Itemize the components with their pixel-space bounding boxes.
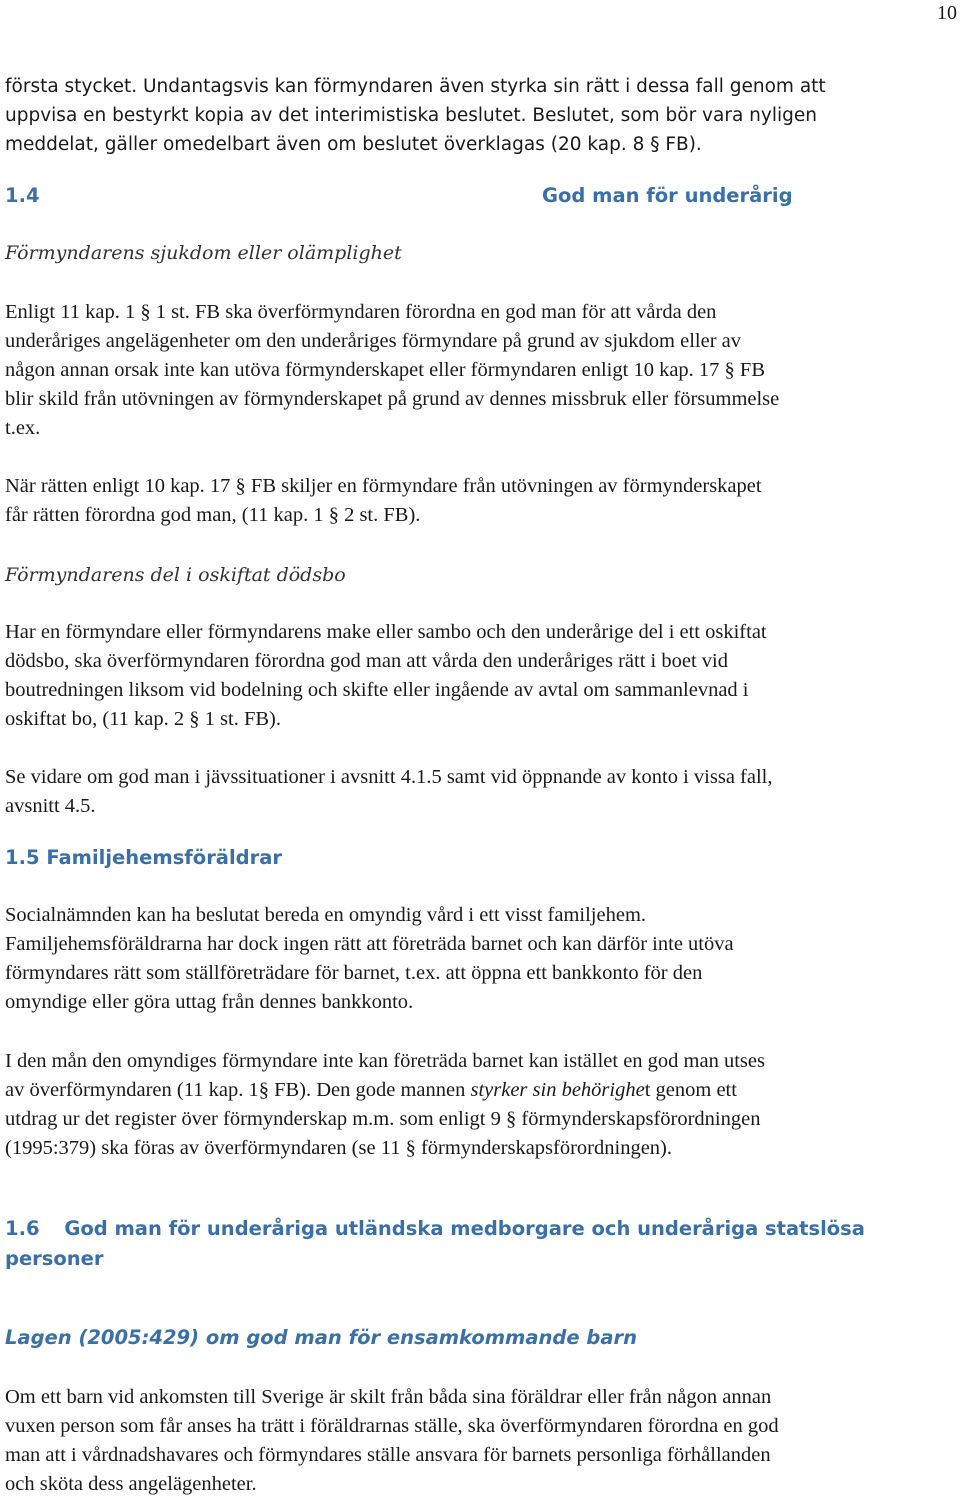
text-line: När rätten enligt 10 kap. 17 § FB skiljer en förmyndare från utövningen av förmynderskapet — [5, 475, 762, 497]
text-line: Har en förmyndare eller förmyndarens make eller sambo och den underårige del i ett oskiftat — [5, 621, 767, 643]
section-heading-1-6 — [5, 1214, 865, 1244]
text-line: omyndige eller göra uttag från dennes bankkonto. — [5, 991, 414, 1013]
page-number: 10 — [937, 2, 957, 24]
text-line: (1995:379) ska föras av överförmyndaren (se 11 § förmynderskapsförordningen). — [5, 1137, 673, 1159]
section-heading-1-5 — [5, 843, 282, 873]
text-line: man att i vårdnadshavares och förmyndares ställe ansvara för barnets personliga förhållanden — [5, 1444, 771, 1466]
text-line: t.ex. — [5, 417, 41, 439]
text-line: Om ett barn vid ankomsten till Sverige är skilt från båda sina föräldrar eller från någon annan — [5, 1386, 772, 1408]
text-segment: t genom ett — [644, 1079, 737, 1101]
section-heading-1-4 — [5, 181, 793, 211]
text-line: I den mån den omyndiges förmyndare inte kan företräda barnet kan istället en god man utses — [5, 1050, 765, 1072]
text-line: förmyndares rätt som ställföreträdare för barnet, t.ex. att öppna ett bankkonto för den — [5, 962, 703, 984]
text-line: Familjehemsföräldrarna har dock ingen rätt att företräda barnet och kan därför inte utöva — [5, 933, 734, 955]
text-line: utdrag ur det register över förmynderskap m.m. som enligt 9 § förmynderskapsförordningen — [5, 1108, 761, 1130]
text-line: dödsbo, ska överförmyndaren förordna god man att vårda den underåriges rätt i boet vid — [5, 650, 728, 672]
text-line: och sköta dess angelägenheter. — [5, 1473, 257, 1495]
section-title: Familjehemsföräldrar — [46, 846, 283, 869]
text-line: första stycket. Undantagsvis kan förmyndaren även styrka sin rätt i dessa fall genom att — [5, 76, 826, 97]
text-line: blir skild från utövningen av förmynderskapet på grund av dennes missbruk eller försummelse — [5, 388, 780, 410]
text-line: avsnitt 4.5. — [5, 795, 96, 817]
subheading-estate: Förmyndarens del i oskiftat dödsbo — [5, 564, 346, 586]
text-line: underåriges angelägenheter om den underåriges förmyndare på grund av sjukdom eller av — [5, 330, 742, 352]
text-segment: av överförmyndaren (11 kap. 1§ FB). Den gode mannen — [5, 1079, 471, 1101]
text-line: oskiftat bo, (11 kap. 2 § 1 st. FB). — [5, 708, 281, 730]
text-line: Enligt 11 kap. 1 § 1 st. FB ska överförmyndaren förordna en god man för att vårda den — [5, 301, 717, 323]
text-line: uppvisa en bestyrkt kopia av det interimistiska beslutet. Beslutet, som bör vara nyligen — [5, 105, 817, 126]
section-title: God man för underåriga utländska medborgare och underåriga statslösa — [64, 1217, 865, 1240]
text-line: Se vidare om god man i jävssituationer i avsnitt 4.1.5 samt vid öppnande av konto i vissa fall, — [5, 766, 773, 788]
section-number: 1.4 — [5, 184, 40, 207]
text-line: någon annan orsak inte kan utöva förmynderskapet eller förmyndaren enligt 10 kap. 17 § FB — [5, 359, 766, 381]
italic-text: styrker sin behörighe — [470, 1079, 645, 1101]
text-line: vuxen person som får anses ha trätt i föräldrarnas ställe, ska överförmyndaren förordna en god — [5, 1415, 779, 1437]
section-number: 1.5 — [5, 846, 40, 869]
subheading-sickness: Förmyndarens sjukdom eller olämplighet — [5, 242, 402, 264]
text-line: Socialnämnden kan ha beslutat bereda en omyndig vård i ett visst familjehem. — [5, 904, 647, 926]
section-number: 1.6 — [5, 1217, 40, 1240]
text-line: meddelat, gäller omedelbart även om beslutet överklagas (20 kap. 8 § FB). — [5, 134, 702, 155]
text-line — [5, 1076, 737, 1105]
text-line: får rätten förordna god man, (11 kap. 1 § 2 st. FB). — [5, 504, 421, 526]
subheading-law: Lagen (2005:429) om god man för ensamkommande barn — [5, 1326, 637, 1349]
section-heading-1-6-continued: personer — [5, 1247, 104, 1270]
section-title: God man för underårig — [542, 184, 793, 207]
text-line: boutredningen liksom vid bodelning och skifte eller ingående av avtal om sammanlevnad i — [5, 679, 749, 701]
